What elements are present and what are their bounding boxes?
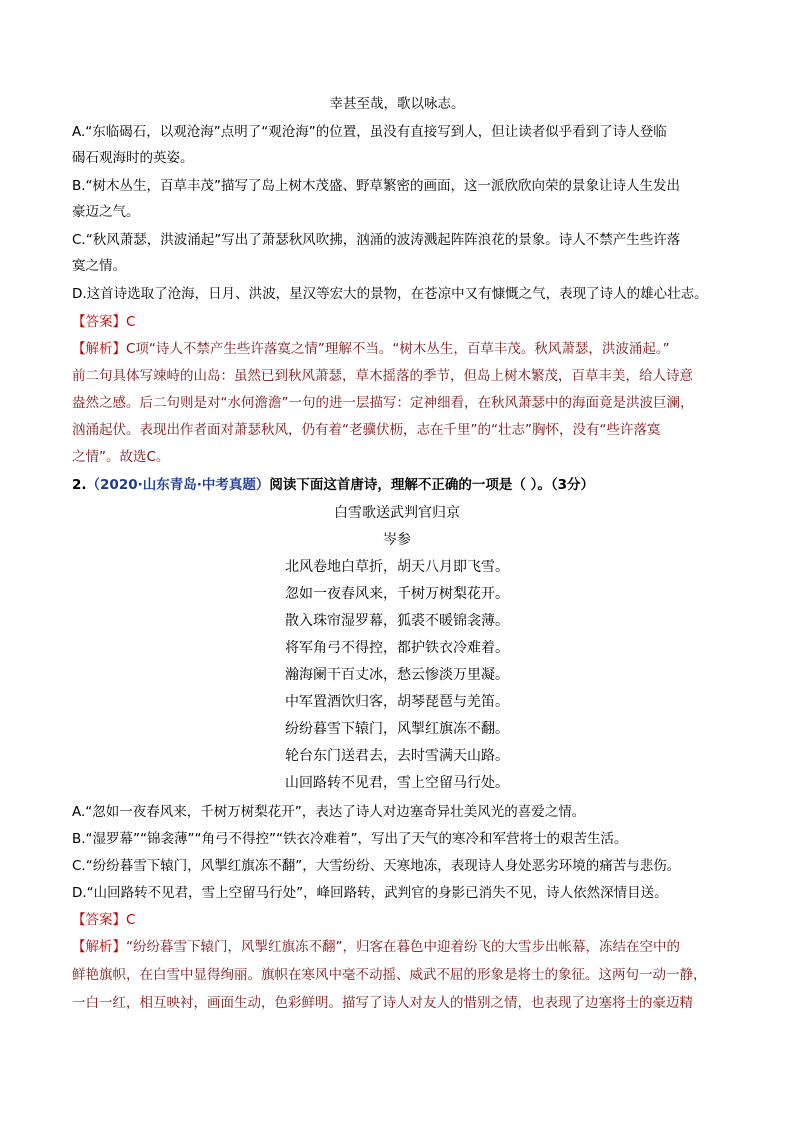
poem-line: 瀚海阑干百丈冰，愁云惨淡万里凝。	[285, 667, 509, 683]
q1-option-c-line2: 寞之情。	[72, 258, 126, 274]
q1-option-b-line2: 豪迈之气。	[72, 204, 140, 220]
poem-line: 山回路转不见君，雪上空留马行处。	[285, 775, 509, 791]
poem-line: 轮台东门送君去，去时雪满天山路。	[285, 748, 509, 764]
q1-option-b-line1: B.“树木丛生，百草丰茂”描写了岛上树木茂盛、野草繁密的画面，这一派欣欣向荣的景象让诗人生发出	[72, 178, 681, 194]
analysis-label: 【解析】	[72, 939, 126, 955]
poem-line: 北风卷地白草折，胡天八月即飞雪。	[285, 559, 509, 575]
analysis-text: C项“诗人不禁产生些许落寞之情”理解不当。“树木丛生，百草丰茂。秋风萧瑟，洪波涌起。”	[126, 341, 670, 357]
poem-title: 白雪歌送武判官归京	[334, 505, 460, 521]
q2-analysis-line1	[72, 937, 680, 957]
poem-last-line: 幸甚至哉，歌以咏志。	[329, 96, 465, 112]
poem-line: 忽如一夜春风来，千树万树梨花开。	[285, 586, 509, 602]
q2-option-d: D.“山回路转不见君，雪上空留马行处”，峰回路转，武判官的身影已消失不见，诗人依然深情目送。	[72, 885, 668, 901]
q1-option-a-line2: 碣石观海时的英姿。	[72, 150, 194, 166]
answer-label: 【答案】	[72, 314, 126, 330]
q1-option-a-line1: A.“东临碣石，以观沧海”点明了“观沧海”的位置，虽没有直接写到人，但让读者似乎看到了诗人登临	[72, 124, 667, 140]
q1-analysis-line5: 之情”。故选C。	[72, 449, 170, 465]
poem-line: 中军置酒饮归客，胡琴琵琶与羌笛。	[285, 694, 509, 710]
question-number: 2.	[72, 477, 87, 493]
q1-answer	[72, 312, 135, 332]
q1-analysis-line3: 盎然之感。后二句则是对“水何澹澹”一句的进一层描写：定神细看，在秋风萧瑟中的海面竟是洪波巨澜，	[72, 395, 694, 411]
analysis-text: “纷纷暮雪下辕门，风掣红旗冻不翻”，归客在暮色中迎着纷飞的大雪步出帐幕，冻结在空中的	[126, 939, 680, 955]
q1-analysis-line2: 前二句具体写竦峙的山岛：虽然已到秋风萧瑟，草木摇落的季节，但岛上树木繁茂，百草丰美，给人诗意	[72, 368, 693, 384]
question-prompt: 阅读下面这首唐诗，理解不正确的一项是（ ）。（3分）	[269, 477, 594, 493]
q2-option-c: C.“纷纷暮雪下辕门，风掣红旗冻不翻”，大雪纷纷、天寒地冻，表现诗人身处恶劣环境的痛苦与悲伤。	[72, 858, 681, 874]
answer-value: C	[126, 314, 136, 330]
q1-analysis-line1	[72, 339, 670, 359]
q2-analysis-line3: 一白一红，相互映衬，画面生动，色彩鲜明。描写了诗人对友人的惜别之情，也表现了边塞将士的豪迈精	[72, 995, 693, 1011]
q1-option-d: D.这首诗选取了沧海，日月、洪波，星汉等宏大的景物，在苍凉中又有慷慨之气，表现了诗人的雄心壮志。	[72, 286, 708, 302]
answer-label: 【答案】	[72, 912, 126, 928]
q1-option-c-line1: C.“秋风萧瑟，洪波涌起”写出了萧瑟秋风吹拂，汹涌的波涛溅起阵阵浪花的景象。诗人不禁产生些许落	[72, 232, 681, 248]
q2-analysis-line2: 鲜艳旗帜，在白雪中显得绚丽。旗帜在寒风中毫不动摇、威武不屈的形象是将士的象征。这两句一动一静，	[72, 967, 707, 983]
poem-author: 岑参	[383, 532, 411, 548]
poem-line: 散入珠帘湿罗幕，狐裘不暖锦衾薄。	[285, 613, 509, 629]
q1-analysis-line4: 汹涌起伏。表现出作者面对萧瑟秋风，仍有着“老骥伏枥，志在千里”的“壮志”胸怀，没有“些许落寞	[72, 422, 661, 438]
poem-line: 纷纷暮雪下辕门，风掣红旗冻不翻。	[285, 721, 509, 737]
q2-heading	[72, 475, 594, 495]
q2-option-a: A.“忽如一夜春风来，千树万树梨花开”，表达了诗人对边塞奇异壮美风光的喜爱之情。	[72, 804, 586, 820]
q2-answer	[72, 910, 135, 930]
poem-line: 将军角弓不得控，都护铁衣冷难着。	[285, 640, 509, 656]
question-source: （2020·山东青岛·中考真题）	[86, 477, 270, 493]
analysis-label: 【解析】	[72, 341, 126, 357]
q2-option-b: B.“湿罗幕”“锦衾薄”“角弓不得控”“铁衣冷难着”，写出了天气的寒冷和军营将士的艰苦生活。	[72, 831, 628, 847]
answer-value: C	[126, 912, 136, 928]
